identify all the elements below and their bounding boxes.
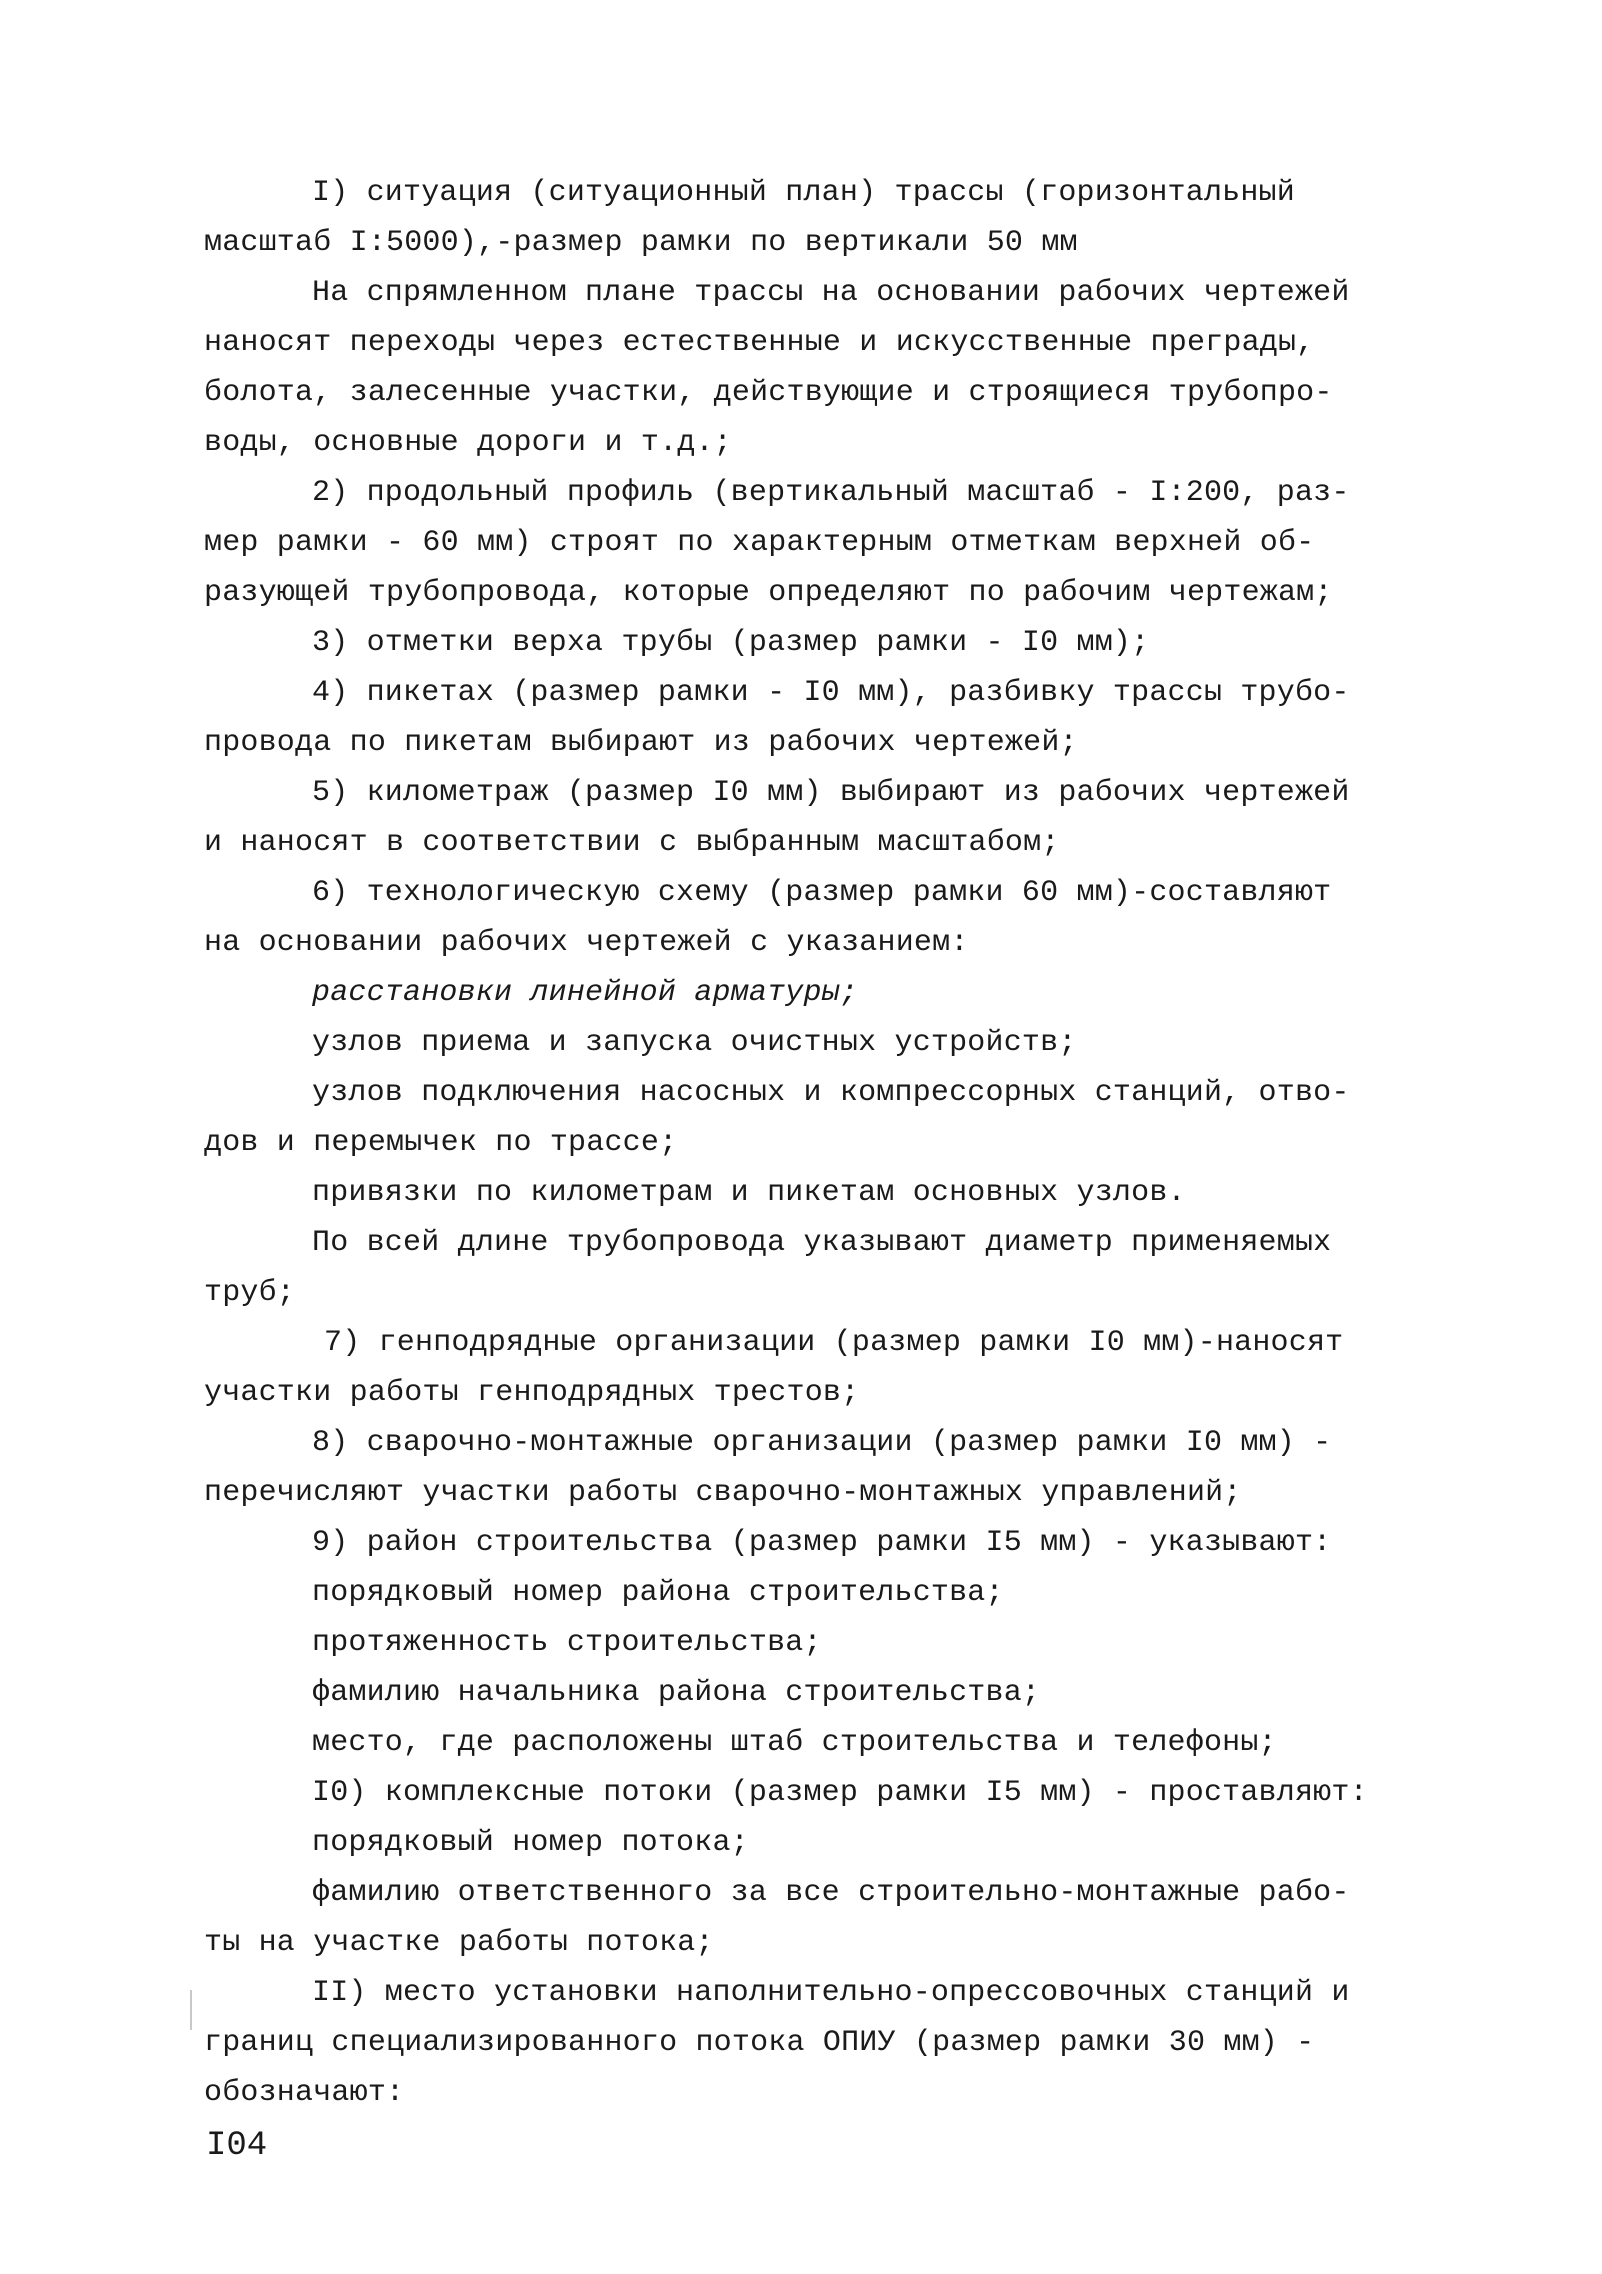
text-line: фамилию начальника района строительства; bbox=[312, 1676, 1041, 1710]
text-line: наносят переходы через естественные и искусственные преграды, bbox=[204, 326, 1315, 360]
text-line: узлов приема и запуска очистных устройств; bbox=[312, 1026, 1077, 1060]
text-line: порядковый номер потока; bbox=[312, 1826, 749, 1860]
text-line: узлов подключения насосных и компрессорных станций, отво- bbox=[312, 1076, 1350, 1110]
text-line: протяженность строительства; bbox=[312, 1626, 822, 1660]
text-line: I) ситуация (ситуационный план) трассы (горизонтальный bbox=[312, 176, 1295, 210]
text-line: расстановки линейной арматуры; bbox=[312, 976, 859, 1010]
text-line: воды, основные дороги и т.д.; bbox=[204, 426, 732, 460]
text-line: провода по пикетам выбирают из рабочих чертежей; bbox=[204, 726, 1078, 760]
text-line: на основании рабочих чертежей с указанием: bbox=[204, 926, 969, 960]
text-line: фамилию ответственного за все строительно-монтажные рабо- bbox=[312, 1876, 1350, 1910]
page-number: I04 bbox=[206, 2127, 268, 2165]
text-line: границ специализированного потока ОПИУ (размер рамки 30 мм) - bbox=[204, 2026, 1315, 2060]
text-line: 3) отметки верха трубы (размер рамки - I0 мм); bbox=[312, 626, 1150, 660]
text-line: 5) километраж (размер I0 мм) выбирают из рабочих чертежей bbox=[312, 776, 1350, 810]
text-line: привязки по километрам и пикетам основных узлов. bbox=[312, 1176, 1186, 1210]
text-line: I0) комплексные потоки (размер рамки I5 мм) - проставляют: bbox=[312, 1776, 1368, 1810]
text-line: 2) продольный профиль (вертикальный масштаб - I:200, раз- bbox=[312, 476, 1350, 510]
text-line: мер рамки - 60 мм) строят по характерным отметкам верхней об- bbox=[204, 526, 1315, 560]
text-line: 9) район строительства (размер рамки I5 мм) - указывают: bbox=[312, 1526, 1332, 1560]
margin-mark bbox=[190, 1990, 192, 2030]
text-line: место, где расположены штаб строительства и телефоны; bbox=[312, 1726, 1277, 1760]
text-line: обозначают: bbox=[204, 2076, 405, 2110]
text-line: участки работы генподрядных трестов; bbox=[204, 1376, 860, 1410]
text-line: 6) технологическую схему (размер рамки 60 мм)-составляют bbox=[312, 876, 1332, 910]
text-line: перечисляют участки работы сварочно-монтажных управлений; bbox=[204, 1476, 1242, 1510]
text-line: болота, залесенные участки, действующие и строящиеся трубопро- bbox=[204, 376, 1333, 410]
text-line: 4) пикетах (размер рамки - I0 мм), разбивку трассы трубо- bbox=[312, 676, 1350, 710]
text-line: ты на участке работы потока; bbox=[204, 1926, 714, 1960]
document-body bbox=[204, 168, 1464, 2118]
text-line: 7) генподрядные организации (размер рамки I0 мм)-наносят bbox=[324, 1326, 1344, 1360]
text-line: 8) сварочно-монтажные организации (размер рамки I0 мм) - bbox=[312, 1426, 1332, 1460]
text-line: дов и перемычек по трассе; bbox=[204, 1126, 678, 1160]
text-line: порядковый номер района строительства; bbox=[312, 1576, 1004, 1610]
text-line: По всей длине трубопровода указывают диаметр применяемых bbox=[312, 1226, 1332, 1260]
text-line: труб; bbox=[204, 1276, 296, 1310]
text-line: На спрямленном плане трассы на основании рабочих чертежей bbox=[312, 276, 1350, 310]
text-line: разующей трубопровода, которые определяют по рабочим чертежам; bbox=[204, 576, 1333, 610]
text-line: II) место установки наполнительно-опрессовочных станций и bbox=[312, 1976, 1350, 2010]
text-line: масштаб I:5000),-размер рамки по вертикали 50 мм bbox=[204, 226, 1078, 260]
text-line: и наносят в соответствии с выбранным масштабом; bbox=[204, 826, 1060, 860]
